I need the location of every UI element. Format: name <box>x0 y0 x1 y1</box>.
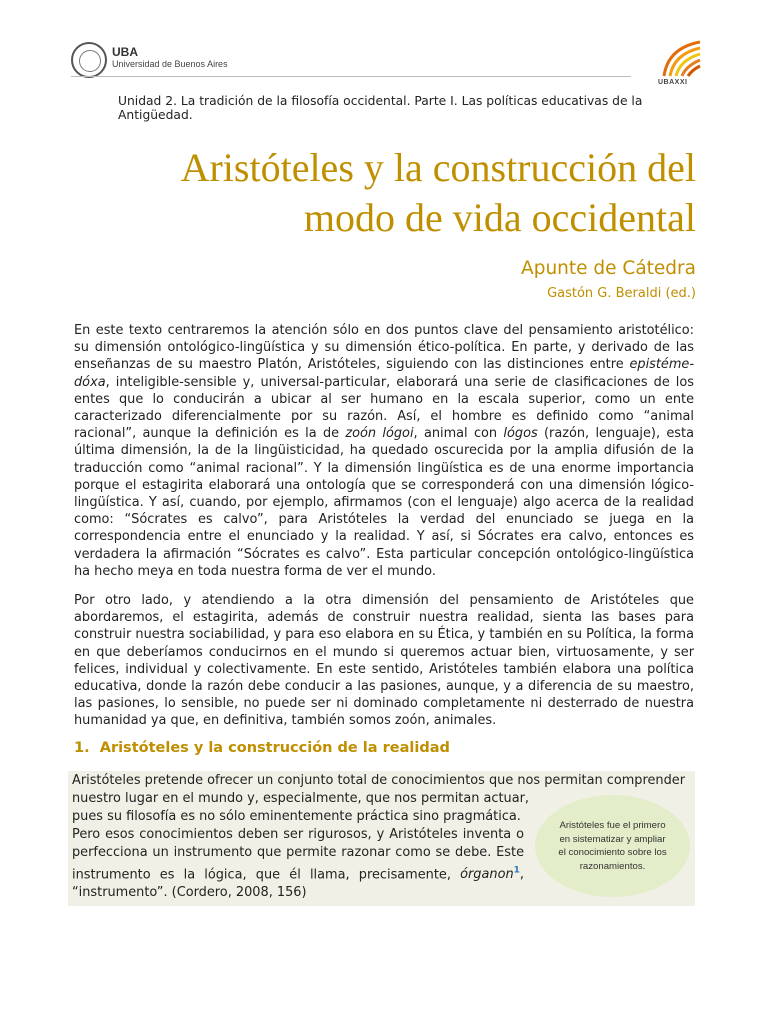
p1-text-1: En este texto centraremos la atención sólo en dos puntos clave del pensamiento aristotélico: su dimensión ontológico-lingüística y su dimensión ético-política. En parte, y derivado de las enseñanzas de su maestro Platón, Aristóteles, siguiendo con las distinciones entre <box>74 323 694 373</box>
page-author: Gastón G. Beraldi (ed.) <box>547 286 696 301</box>
p1-italic-3: lógos <box>503 426 538 442</box>
quote-line-1: Aristóteles pretende ofrecer un conjunto total de conocimientos que nos permitan comprender <box>72 773 686 788</box>
footnote-link[interactable]: 1 <box>513 866 520 876</box>
page-title <box>100 143 696 243</box>
margin-note-text: Aristóteles fue el primero en sistematizar y ampliar el conocimiento sobre los razonamientos. <box>558 820 667 872</box>
page-header <box>0 0 768 90</box>
paragraph-2: Por otro lado, y atendiendo a la otra dimensión del pensamiento de Aristóteles que abordaremos, el estagirita, además de construir nuestra realidad, sienta las bases para construir nuestra sociabilidad, y para eso elabora en su Ética, y también en su Política, la forma en que deberíamos conducirnos en el mundo si queremos actuar bien, virtuosamente, y ser felices, individual y colectivamente. En este sentido, Aristóteles también elabora una política educativa, donde la razón debe conducir a las pasiones, aunque, y a diferencia de su maestro, las pasiones, lo sensible, no puede ser ni dominado completamente ni desterrado de nuestra humanidad ya que, en definitiva, también somos zoón, animales. <box>74 593 694 729</box>
unit-line: Unidad 2. La tradición de la filosofía occidental. Parte I. Las políticas educativas de la Antigüedad. <box>118 94 643 122</box>
quote-line-6 <box>72 862 524 884</box>
quote-line-3: pues su filosofía es no sólo eminentemente práctica sino pragmática. <box>72 809 521 824</box>
quote-line-6-tail <box>460 867 524 882</box>
quote-organon: órganon <box>460 867 514 883</box>
p1-italic-1: epistéme-dóxa <box>74 357 694 390</box>
title-line-1: Aristóteles y la construcción del <box>180 145 696 190</box>
quote-line-6b: , <box>519 867 524 883</box>
quote-line-7: “instrumento”. (Cordero, 2008, 156) <box>72 885 307 901</box>
title-line-2: modo de vida occidental <box>303 195 696 240</box>
quote-line-5: perfecciona un instrumento que permite razonar como se debe. Este <box>72 845 524 860</box>
page-subtitle: Apunte de Cátedra <box>521 258 696 279</box>
section-title: Aristóteles y la construcción de la realidad <box>99 740 450 756</box>
uba-logo <box>112 46 228 70</box>
section-heading-1 <box>74 740 450 756</box>
uba-logo-long: Universidad de Buenos Aires <box>112 59 228 69</box>
p1-text-4: (razón, lenguaje), esta última dimensión, la de la lingüisticidad, ha quedado oscurecida por la amplia difusión de la traducción como “animal racional”. Y la dimensión lingüística es de una enorme importancia porque el estagirita elaborará una ontología que se corresponderá con una dimensión lógico-lingüística. Y así, cuando, por ejemplo, afirmamos (con el lenguaje) algo acerca de la realidad como: “Sócrates es calvo”, para Aristóteles la verdad del enunciado se juega en la correspondencia entre el enunciado y la realidad. Y así, si Sócrates era calvo, entonces es verdadera la afirmación “Sócrates es calvo”. Esta particular concepción ontológico-lingüística ha hecho meya en toda nuestra forma de ver el mundo. <box>74 426 694 579</box>
ubaxxi-logo-label: UBAXXI <box>658 79 688 86</box>
p1-text-3: , animal con <box>413 426 504 442</box>
paragraph-1 <box>74 322 694 580</box>
uba-logo-short: UBA <box>112 45 138 59</box>
ubaxxi-logo-icon <box>660 38 704 78</box>
quote-line-6a: instrumento es la lógica, que él llama, precisamente, <box>72 867 461 883</box>
quote-line-4: Pero esos conocimientos deben ser rigurosos, y Aristóteles inventa o <box>72 827 524 842</box>
p1-italic-2: zoón lógoi <box>345 426 414 442</box>
margin-note-bubble <box>535 795 690 897</box>
p1-text-2: , inteligible-sensible y, universal-particular, elaborará una serie de clasificaciones de los entes que lo conducirán a ubicar al ser humano en la escala superior, como un ente caracterizado diferencialmente por su razón. Así, el hombre es definido como “animal racional”, aunque la definición es la de <box>74 374 694 442</box>
header-divider <box>71 76 631 77</box>
section-number: 1. <box>74 740 90 756</box>
uba-seal-icon <box>71 42 107 78</box>
quote-line-2: nuestro lugar en el mundo y, especialmente, que nos permitan actuar, <box>72 791 530 806</box>
